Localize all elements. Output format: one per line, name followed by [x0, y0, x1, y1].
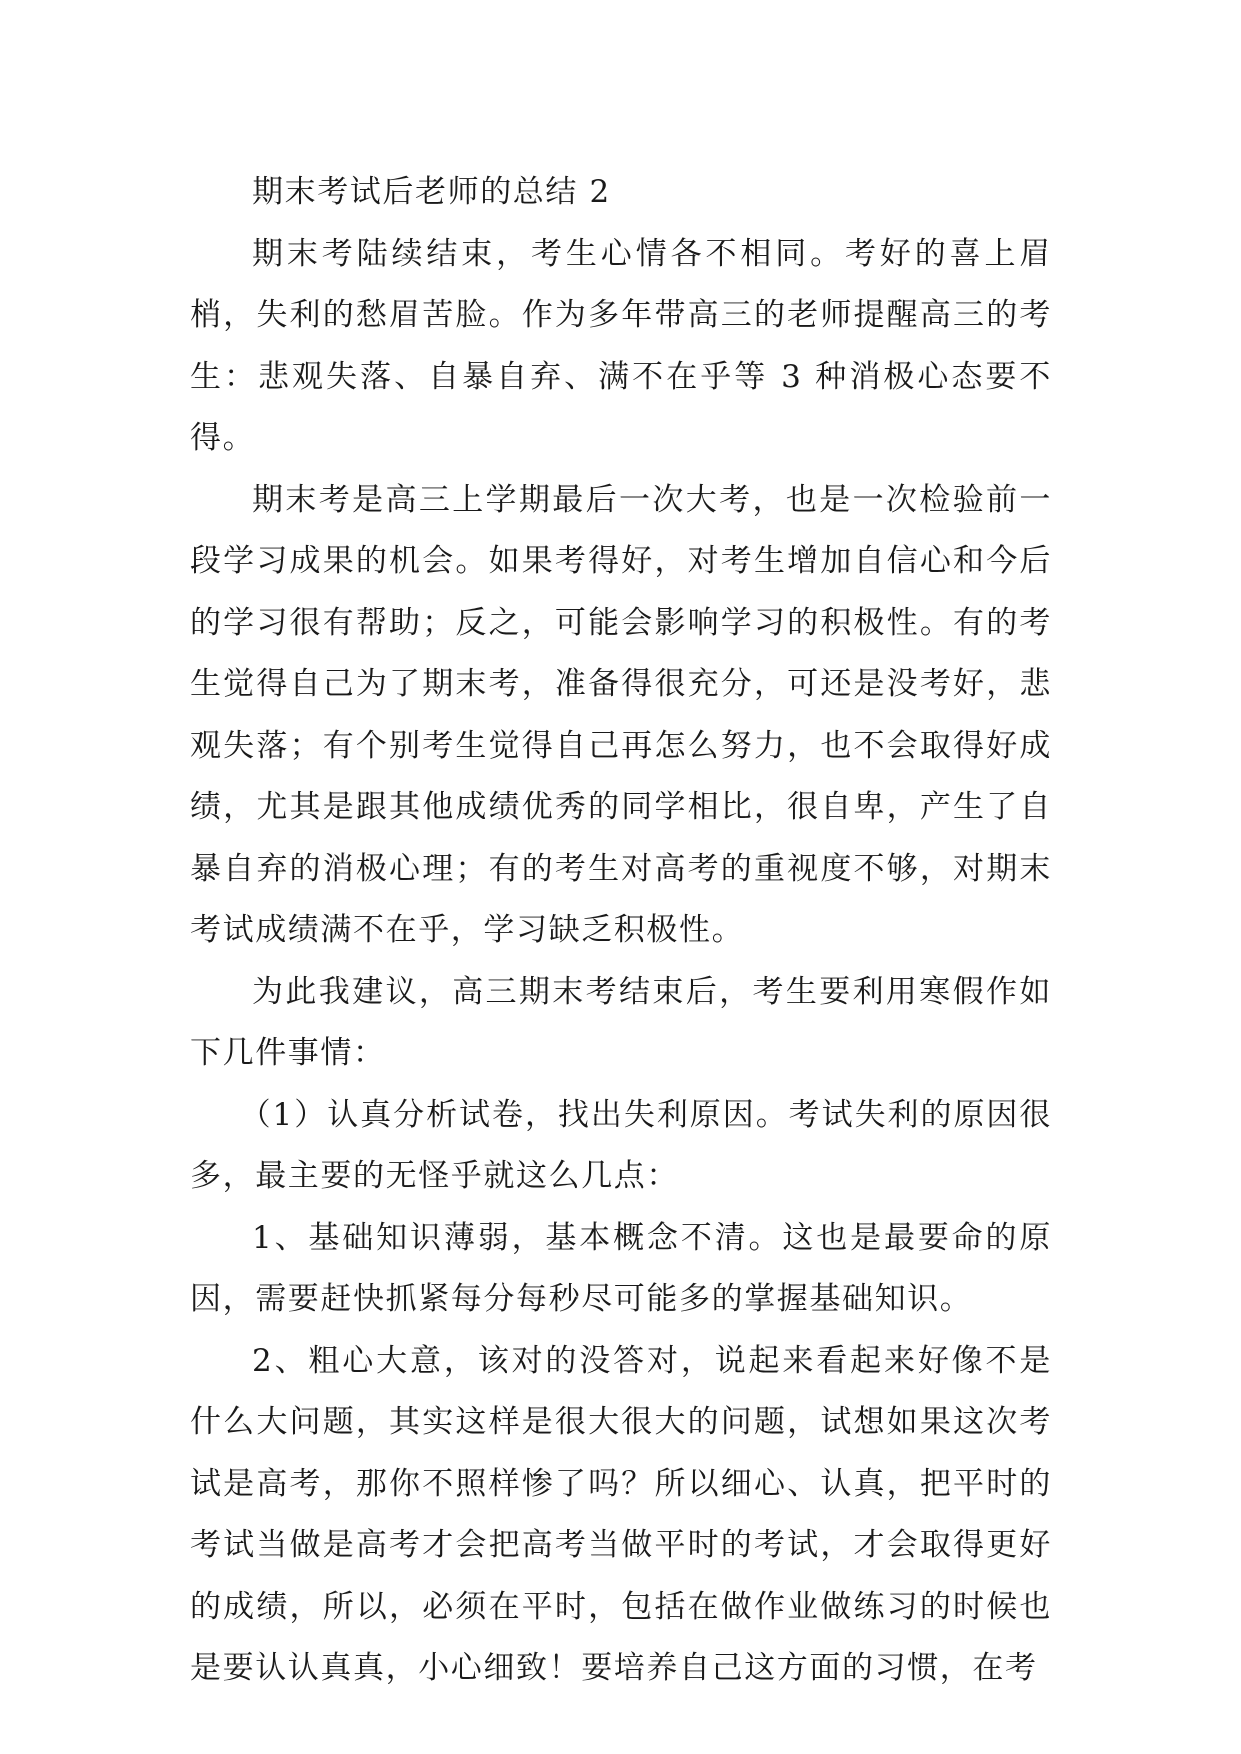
paragraph-item-1: （1）认真分析试卷，找出失利原因。考试失利的原因很多，最主要的无怪乎就这么几点： [190, 1096, 1052, 1194]
paragraph-point-2: 2、粗心大意，该对的没答对，说起来看起来好像不是什么大问题，其实这样是很大很大的问题，试想如果这次考试是高考，那你不照样惨了吗？所以细心、认真，把平时的考试当做是高考才会把高考当做平时的考试，才会取得更好的成绩，所以，必须在平时，包括在做作业做练习的时候也是要认认真真，小心细致！要培养自己这方面的习惯，在考 [190, 1342, 1052, 1686]
paragraph-analysis: 期末考是高三上学期最后一次大考，也是一次检验前一段学习成果的机会。如果考得好，对考生增加自信心和今后的学习很有帮助；反之，可能会影响学习的积极性。有的考生觉得自己为了期末考，准备得很充分，可还是没考好，悲观失落；有个别考生觉得自己再怎么努力，也不会取得好成绩，尤其是跟其他成绩优秀的同学相比，很自卑，产生了自暴自弃的消极心理；有的考生对高考的重视度不够，对期末考试成绩满不在乎，学习缺乏积极性。 [190, 481, 1052, 948]
document-title: 期末考试后老师的总结 2 [252, 174, 611, 210]
document-body [190, 162, 1052, 1700]
paragraph-point-1: 1、基础知识薄弱，基本概念不清。这也是最要命的原因，需要赶快抓紧每分每秒尽可能多的掌握基础知识。 [190, 1219, 1052, 1317]
paragraph-intro: 期末考陆续结束，考生心情各不相同。考好的喜上眉梢，失利的愁眉苦脸。作为多年带高三的老师提醒高三的考生：悲观失落、自暴自弃、满不在乎等 3 种消极心态要不得。 [190, 235, 1052, 456]
paragraph-suggestion: 为此我建议，高三期末考结束后，考生要利用寒假作如下几件事情： [190, 973, 1052, 1071]
